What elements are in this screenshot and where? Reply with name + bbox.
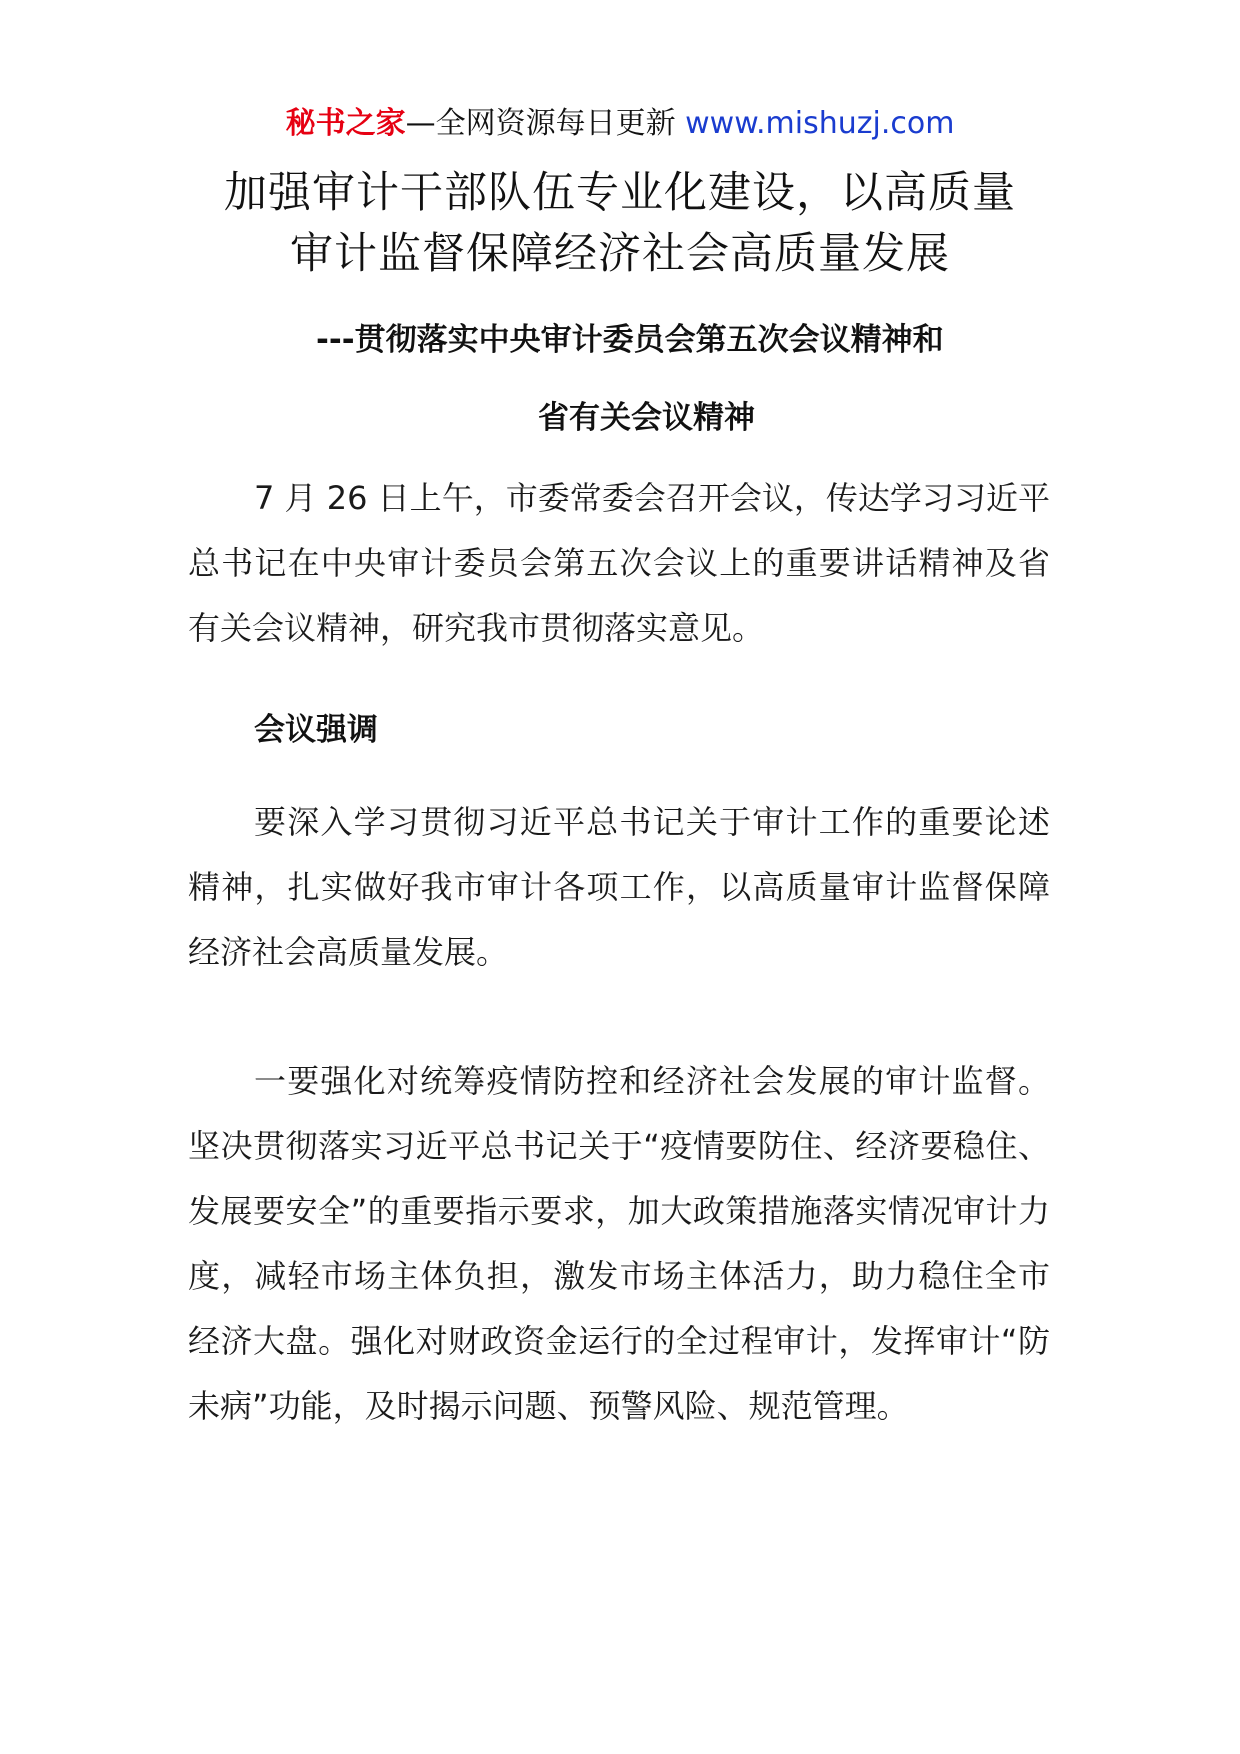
subtitle-line-1: ---贯彻落实中央审计委员会第五次会议精神和: [316, 322, 944, 358]
body-paragraph-2: 要深入学习贯彻习近平总书记关于审计工作的重要论述精神，扎实做好我市审计各项工作，以高质量审计监督保障经济社会高质量发展。: [188, 803, 1050, 971]
site-url-link[interactable]: www.mishuzj.com: [685, 106, 955, 141]
body-paragraph-1: 7 月 26 日上午，市委常委会召开会议，传达学习习近平总书记在中央审计委员会第五次会议上的重要讲话精神及省有关会议精神，研究我市贯彻落实意见。: [188, 479, 1050, 647]
subtitle-line-2: 省有关会议精神: [538, 400, 755, 436]
body-paragraph-3: 一要强化对统筹疫情防控和经济社会发展的审计监督。坚决贯彻落实习近平总书记关于“疫情要防住、经济要稳住、发展要安全”的重要指示要求，加大政策措施落实情况审计力度，减轻市场主体负担，激发市场主体活力，助力稳住全市经济大盘。强化对财政资金运行的全过程审计，发挥审计“防未病”功能，及时揭示问题、预警风险、规范管理。: [188, 1062, 1050, 1425]
header-tagline: —全网资源每日更新: [405, 106, 686, 141]
header-banner: [0, 104, 1240, 144]
document-title-line-1: 加强审计干部队伍专业化建设，以高质量: [224, 168, 1016, 218]
document-title-line-2: 审计监督保障经济社会高质量发展: [290, 229, 950, 279]
brand-name: 秘书之家: [285, 106, 406, 141]
section-heading: 会议强调: [254, 712, 378, 748]
